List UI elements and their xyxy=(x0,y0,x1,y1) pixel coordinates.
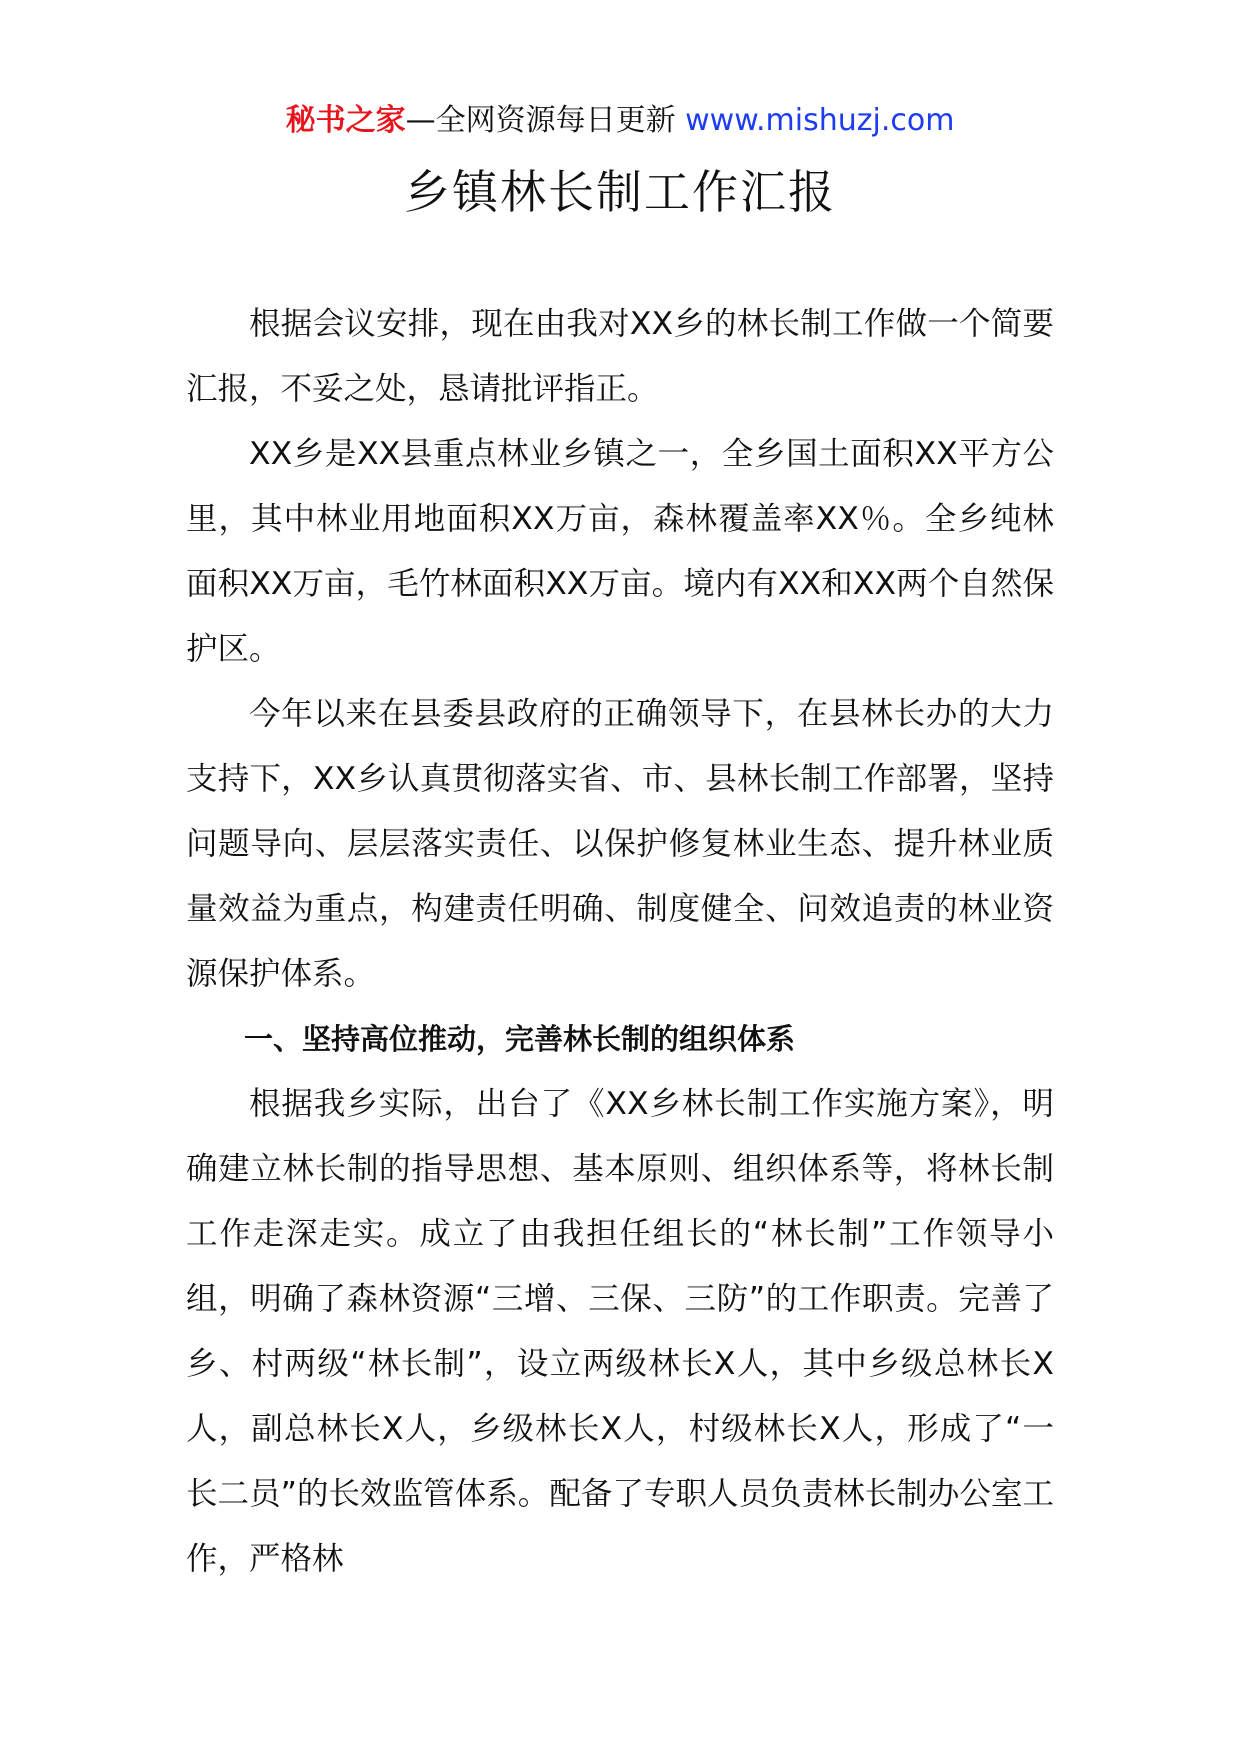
section-heading-1: 一、坚持高位推动，完善林长制的组织体系 xyxy=(244,1022,796,1056)
paragraph-section-1: 根据我乡实际，出台了《XX乡林长制工作实施方案》，明确建立林长制的指导思想、基本原则、组织体系等，将林长制工作走深走实。成立了由我担任组长的“林长制”工作领导小组，明确了森林资源“三增、三保、三防”的工作职责。完善了乡、村两级“林长制”，设立两级林长X人，其中乡级总林长X人，副总林长X人，乡级林长X人，村级林长X人，形成了“一长二员”的长效监管体系。配备了专职人员负责林长制办公室工作，严格林 xyxy=(186,1086,1054,1577)
document-body xyxy=(186,292,1054,1592)
paragraph-intro: 根据会议安排，现在由我对XX乡的林长制工作做一个简要汇报，不妥之处，恳请批评指正。 xyxy=(186,306,1054,407)
brand-name: 秘书之家 xyxy=(285,103,406,138)
site-header xyxy=(0,98,1240,144)
document-title: 乡镇林长制工作汇报 xyxy=(404,165,836,219)
paragraph-progress: 今年以来在县委县政府的正确领导下，在县林长办的大力支持下，XX乡认真贯彻落实省、市、县林长制工作部署，坚持问题导向、层层落实责任、以保护修复林业生态、提升林业质量效益为重点，构建责任明确、制度健全、问效追责的林业资源保护体系。 xyxy=(186,696,1054,992)
site-url-link[interactable]: www.mishuzj.com xyxy=(685,103,955,138)
paragraph-overview: XX乡是XX县重点林业乡镇之一，全乡国土面积XX平方公里，其中林业用地面积XX万亩，森林覆盖率XX％。全乡纯林面积XX万亩，毛竹林面积XX万亩。境内有XX和XX两个自然保护区。 xyxy=(186,436,1054,667)
header-tagline: —全网资源每日更新 xyxy=(405,103,686,138)
